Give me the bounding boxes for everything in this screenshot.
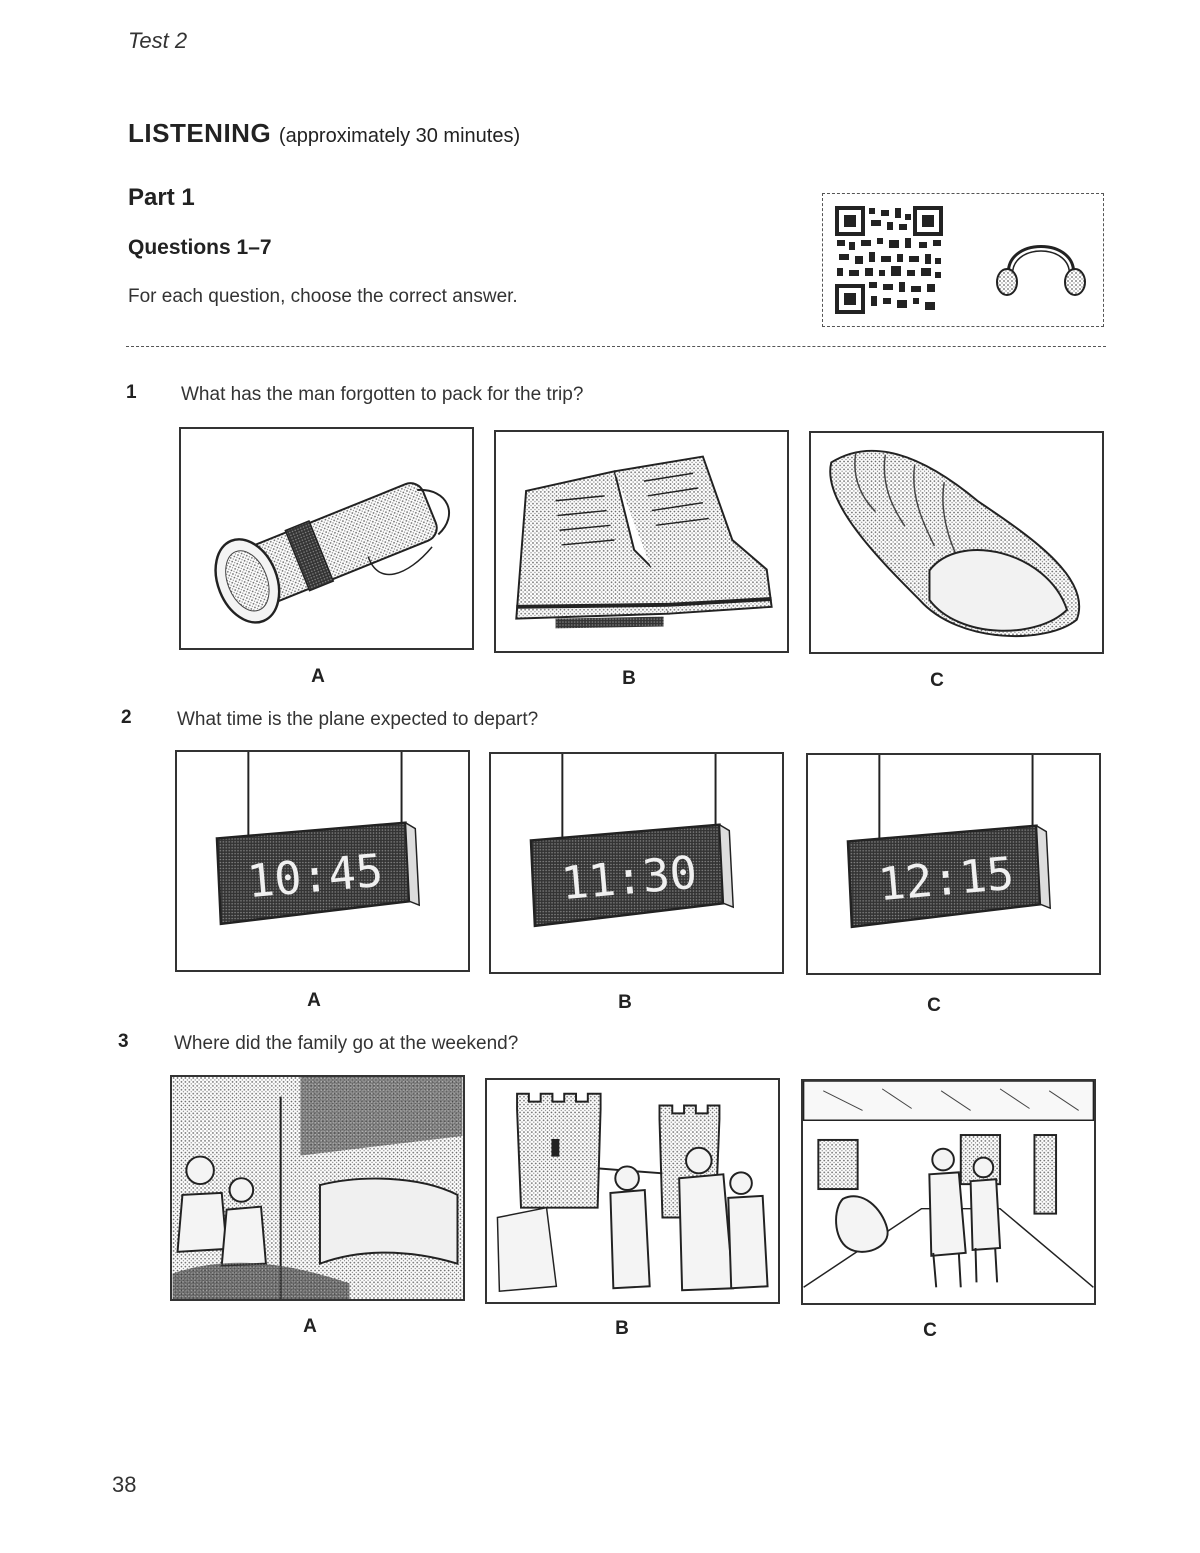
section-title-text: LISTENING xyxy=(128,118,272,148)
flashlight-icon xyxy=(181,429,472,648)
divider xyxy=(126,346,1106,347)
headphones-icon xyxy=(991,216,1091,306)
qr-code-icon[interactable] xyxy=(835,206,943,314)
option-letter: B xyxy=(622,668,636,689)
question-number: 2 xyxy=(121,707,132,728)
header-label: Test 2 xyxy=(128,28,188,53)
option-image-theatre[interactable] xyxy=(170,1075,465,1301)
theatre-scene-icon xyxy=(172,1077,463,1299)
castle-scene-icon xyxy=(487,1080,778,1302)
option-image-hiking-boots[interactable] xyxy=(494,430,789,653)
option-letter: C xyxy=(923,1320,937,1341)
option-letter: C xyxy=(927,995,941,1016)
clock-display: 12:15 xyxy=(875,846,1017,912)
option-image-flashlight[interactable] xyxy=(179,427,474,650)
option-letter: B xyxy=(615,1318,629,1339)
sleeping-bag-icon xyxy=(811,433,1102,652)
question-number: 1 xyxy=(126,382,137,403)
option-image-sleeping-bag[interactable] xyxy=(809,431,1104,654)
departure-clock-icon xyxy=(808,755,1099,973)
questions-range: Questions 1–7 xyxy=(128,236,272,259)
option-image-clock-a[interactable] xyxy=(175,750,470,972)
option-letter: A xyxy=(307,990,321,1011)
option-letter: C xyxy=(930,670,944,691)
option-letter: A xyxy=(311,666,325,687)
option-image-museum[interactable] xyxy=(801,1079,1096,1305)
section-title xyxy=(128,118,520,149)
question-number: 3 xyxy=(118,1031,129,1052)
option-image-clock-c[interactable] xyxy=(806,753,1101,975)
clock-display: 11:30 xyxy=(558,845,700,911)
clock-display: 10:45 xyxy=(244,843,386,909)
hiking-boots-icon xyxy=(496,432,787,651)
question-text: What has the man forgotten to pack for the trip? xyxy=(181,384,584,405)
departure-clock-icon xyxy=(177,752,468,970)
audio-box[interactable] xyxy=(822,193,1104,327)
page-number: 38 xyxy=(112,1472,137,1497)
part-title: Part 1 xyxy=(128,184,195,211)
question-text: Where did the family go at the weekend? xyxy=(174,1033,519,1054)
option-letter: B xyxy=(618,992,632,1013)
section-subtitle: (approximately 30 minutes) xyxy=(278,125,521,147)
museum-scene-icon xyxy=(803,1081,1094,1303)
option-letter: A xyxy=(303,1316,317,1337)
departure-clock-icon xyxy=(491,754,782,972)
question-text: What time is the plane expected to depart? xyxy=(177,709,539,730)
option-image-clock-b[interactable] xyxy=(489,752,784,974)
option-image-castle[interactable] xyxy=(485,1078,780,1304)
instructions: For each question, choose the correct answer. xyxy=(128,286,518,307)
